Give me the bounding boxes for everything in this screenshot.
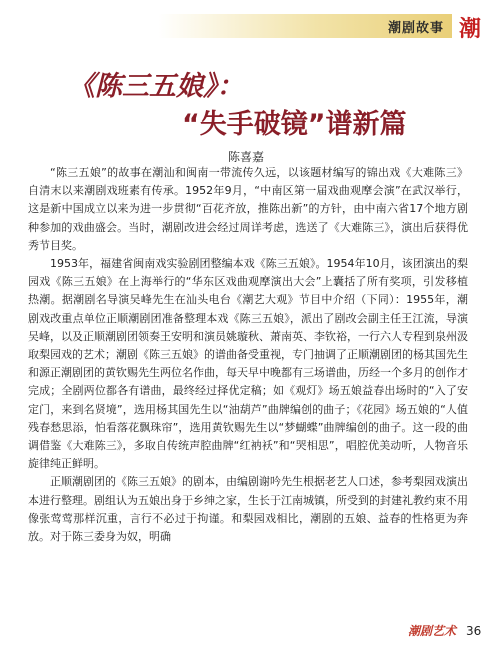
article-body bbox=[28, 164, 468, 546]
magazine-logo: 潮剧艺术 bbox=[408, 624, 457, 638]
article-title-line1: 《陈三五娘》： bbox=[68, 71, 244, 102]
section-emblem-icon: 潮 bbox=[458, 15, 481, 42]
article-paragraph: 1953年，福建省闽南戏实验剧团整编本戏《陈三五娘》。1954年10月，该团演出的梨园戏《陈三五娘》在上海举行的“华东区戏曲观摩演出大会”上囊括了所有奖项，引发移植热潮。据潮剧名导演吴峰先生在汕头电台《潮艺大观》节目中介绍（下同）：1955年，潮剧戏改重点单位正顺潮剧团准备整理本戏《陈三五娘》，派出了剧改会副主任王江流，导演吴峰，以及正顺潮剧团领奏王安明和演员姚璇秋、萧南英、李钦裕，一行六人专程到泉州汲取梨园戏的艺术；潮剧《陈三五娘》的谱曲备受重视，专门抽调了正顺潮剧团的杨其国先生和源正潮剧团的黄钦赐先生两位名作曲，每天早中晚都有三场谱曲，历经一个多月的创作才完成；全剧两位都各有谱曲，最终经过择优定稿；如《观灯》场五娘益春出场时的“入了安定门，来到名贤境”，选用杨其国先生以“油葫芦”曲牌编创的曲子；《花园》场五娘的“人值残春愁思添，怕看落花飘珠帘”，选用黄钦赐先生以“梦蝴蝶”曲牌编创的曲子。这一段的曲调借鉴《大难陈三》，多取自传统声腔曲牌“红衲袄”和“哭相思”，唱腔优美动听，人物音乐旋律纯正鲜明。 bbox=[28, 257, 468, 471]
article-paragraph: 正顺潮剧团的《陈三五娘》的剧本，由编剧谢吟先生根据老艺人口述，参考梨园戏演出本进行整理。剧组认为五娘出身于乡绅之家，生长于江南城镇，所受到的封建礼教约束不用像张莺莺那样沉重，言行不必过于拘谨。和梨园戏相比，潮剧的五娘、益春的性格更为奔放。对于陈三委身为奴，明确 bbox=[28, 475, 468, 544]
page-number: 36 bbox=[466, 623, 482, 638]
page-footer bbox=[408, 622, 481, 639]
article-paragraph: “陈三五娘”的故事在潮汕和闽南一带流传久远，以该题材编写的锦出戏《大难陈三》自清末以来潮剧戏班素有传承。1952年9月，“中南区第一届戏曲观摩会演”在武汉举行，这是新中国成立以来为进一步贯彻“百花齐放，推陈出新”的方针，由中南六省17个地方剧种参加的戏曲盛会。当时，潮剧改进会经过周详考虑，选送了《大难陈三》，演出后获得优秀节目奖。 bbox=[28, 166, 468, 252]
section-label: 潮剧故事 bbox=[387, 21, 444, 36]
article-author: 陈喜嘉 bbox=[228, 150, 265, 164]
page-header bbox=[0, 0, 494, 44]
header-gradient-strip bbox=[0, 14, 452, 38]
article-title-line2: “失手破镜”谱新篇 bbox=[182, 109, 407, 140]
